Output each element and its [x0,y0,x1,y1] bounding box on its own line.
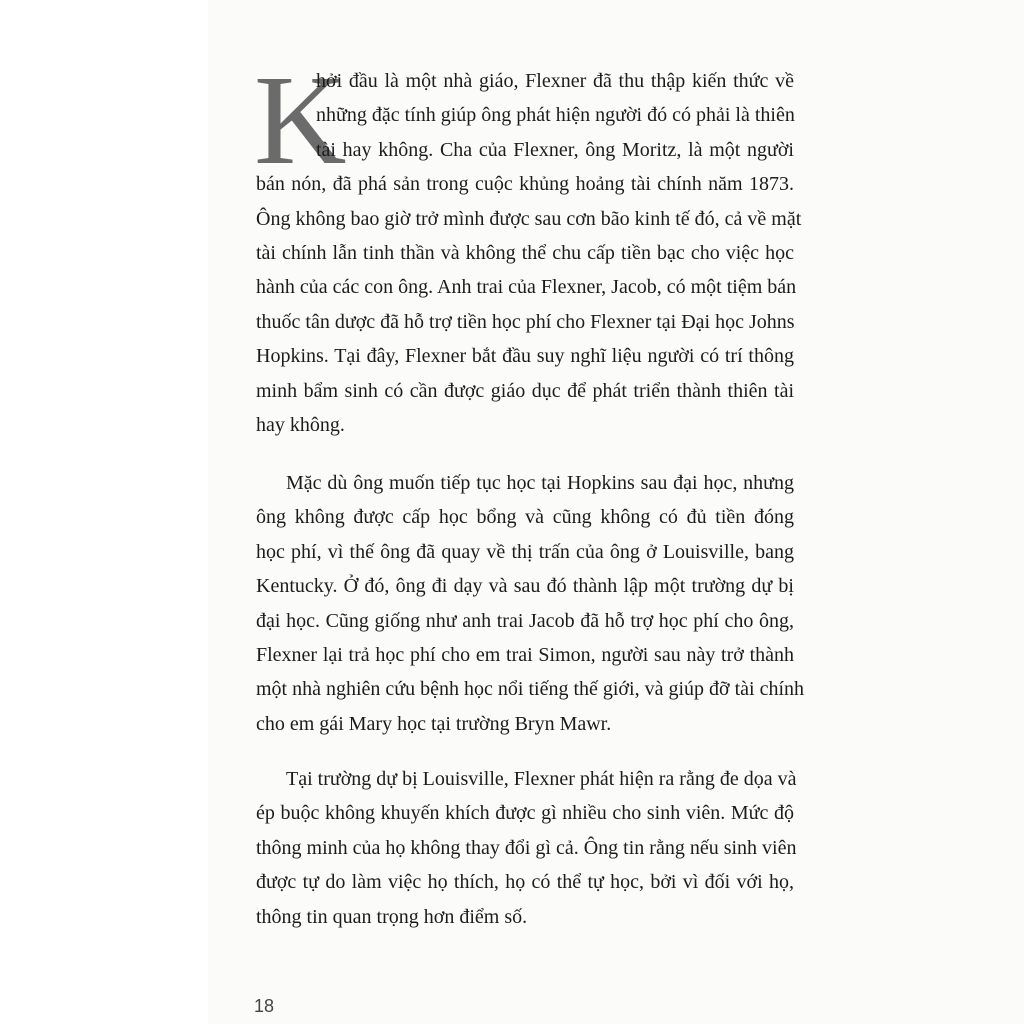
text-line: ép buộc không khuyến khích được gì nhiều cho sinh viên. Mức độ [256,802,794,825]
text-line: bán nón, đã phá sản trong cuộc khủng hoảng tài chính năm 1873. [256,173,794,196]
text-line: thuốc tân dược đã hỗ trợ tiền học phí cho Flexner tại Đại học Johns [256,310,795,333]
text-line: tài hay không. Cha của Flexner, ông Moritz, là một người [316,138,794,161]
text-line: Kentucky. Ở đó, ông đi dạy và sau đó thành lập một trường dự bị [256,575,794,598]
text-line: hay không. [256,414,345,437]
text-line: tài chính lẫn tinh thần và không thể chu cấp tiền bạc cho việc học [256,242,794,265]
text-line: ông không được cấp học bổng và cũng không có đủ tiền đóng [256,506,794,529]
text-line: cho em gái Mary học tại trường Bryn Mawr. [256,712,612,735]
text-line: Flexner lại trả học phí cho em trai Simon, người sau này trở thành [256,644,794,667]
paragraph-1 [254,49,802,442]
text-line: Mặc dù ông muốn tiếp tục học tại Hopkins sau đại học, nhưng [286,472,794,494]
text-line: hành của các con ông. Anh trai của Flexner, Jacob, có một tiệm bán [256,276,797,299]
text-line: thông tin quan trọng hơn điểm số. [256,905,528,928]
text-line: đại học. Cũng giống như anh trai Jacob đã hỗ trợ học phí cho ông, [256,609,794,632]
text-line: thông minh của họ không thay đổi gì cả. Ông tin rằng nếu sinh viên [256,836,797,859]
drop-cap: K [254,49,347,191]
page-number: 18 [254,996,275,1016]
text-line: một nhà nghiên cứu bệnh học nổi tiếng thế giới, và giúp đỡ tài chính [256,678,804,701]
text-line: học phí, vì thế ông đã quay về thị trấn của ông ở Louisville, bang [256,540,794,563]
paragraph-3 [256,762,797,934]
text-line: hởi đầu là một nhà giáo, Flexner đã thu thập kiến thức về [316,70,794,92]
paragraph-2 [256,466,804,741]
text-line: những đặc tính giúp ông phát hiện người đó có phải là thiên [316,104,795,127]
text-line: Hopkins. Tại đây, Flexner bắt đầu suy nghĩ liệu người có trí thông [256,345,794,368]
text-line: Ông không bao giờ trở mình được sau cơn bão kinh tế đó, cả về mặt [256,207,802,230]
text-line: được tự do làm việc họ thích, họ có thể tự học, bởi vì đối với họ, [256,871,794,894]
text-line: Tại trường dự bị Louisville, Flexner phát hiện ra rằng đe dọa và [286,768,797,790]
text-line: minh bẩm sinh có cần được giáo dục để phát triển thành thiên tài [256,379,794,402]
